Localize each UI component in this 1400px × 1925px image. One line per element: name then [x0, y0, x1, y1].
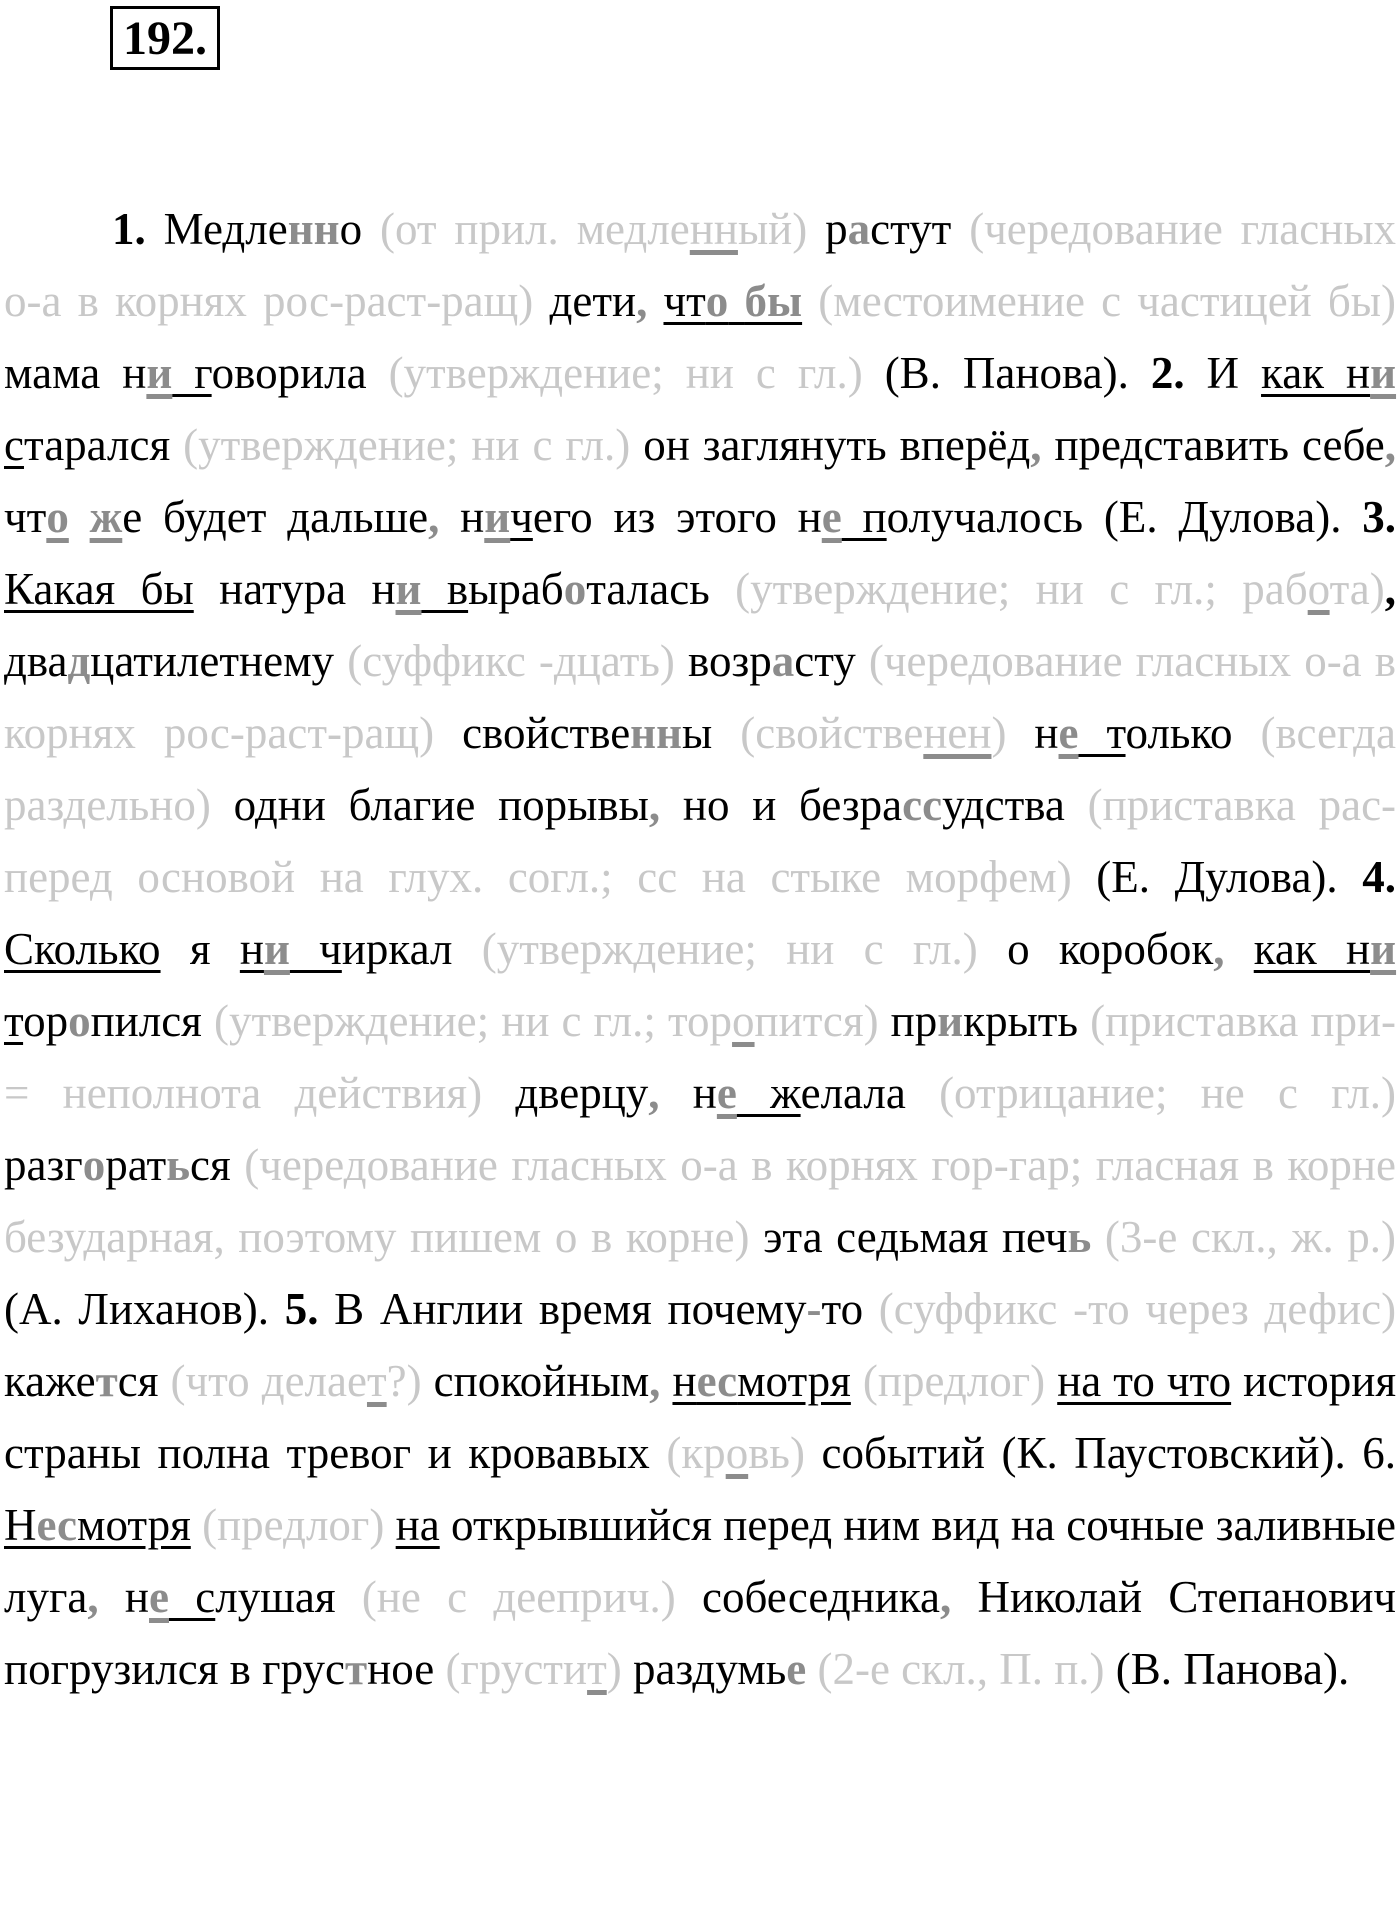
word: не только — [1034, 708, 1233, 758]
comment: (утверждение; ни с гл.; работа) — [735, 564, 1385, 614]
sentence-3 — [4, 492, 1396, 902]
word-underlined: Какая бы — [4, 564, 194, 614]
punctuation: , — [648, 780, 661, 830]
word: одни благие порывы — [233, 780, 649, 830]
word: дети — [549, 276, 637, 326]
word: ни говорила — [122, 348, 367, 398]
word: спокойным — [433, 1356, 650, 1406]
exercise-number: 192. — [110, 6, 220, 70]
author: (В. Панова). — [884, 348, 1129, 398]
comment: (приставка при- = неполнота действия) — [4, 996, 1397, 1118]
word: история страны полна тревог и кровавых — [4, 1356, 1397, 1478]
comment: (от прил. медленный) — [379, 204, 808, 254]
word: кажется — [4, 1356, 159, 1406]
author: (Е. Дулова). — [1096, 852, 1338, 902]
author: (А. Лиханов). — [4, 1284, 269, 1334]
word: собеседника — [702, 1572, 941, 1622]
comment: (предлог) — [202, 1500, 385, 1550]
word: растут — [825, 204, 952, 254]
comment: (утверждение; ни с гл.) — [388, 348, 863, 398]
word: он заглянуть вперёд — [643, 420, 1031, 470]
punctuation: , — [1213, 924, 1225, 974]
comment: (утверждение; ни с гл.) — [183, 420, 631, 470]
word: событий — [821, 1428, 985, 1478]
word: эта седьмая печь — [763, 1212, 1092, 1262]
comment: (3-е скл., ж. р.) — [1104, 1212, 1397, 1262]
word-underlined: Несмотря — [4, 1500, 191, 1550]
word: мама — [4, 348, 101, 398]
word-underlined: на — [395, 1500, 440, 1550]
author: (В. Панова). — [1115, 1644, 1350, 1694]
punctuation: , — [636, 276, 648, 326]
word: возрасту — [688, 636, 856, 686]
comment: (утверждение; ни с гл.) — [481, 924, 978, 974]
sentence-number: 3. — [1362, 492, 1397, 542]
punctuation: , — [428, 492, 440, 542]
word: о коробок — [1007, 924, 1214, 974]
comment: (суффикс -то через дефис) — [878, 1284, 1397, 1334]
word-underlined: несмотря — [672, 1356, 851, 1406]
word: свойственны — [462, 708, 713, 758]
sentence-number: 2. — [1150, 348, 1185, 398]
sentence-number: 1. — [112, 204, 146, 254]
word-underlined: как ни торопился — [4, 924, 1397, 1046]
word: открывшийся перед ним вид на сочные заливные луга — [4, 1500, 1397, 1622]
word: двадцатилетнему — [4, 636, 335, 686]
word: Медленно — [163, 204, 363, 254]
comment: (приставка рас- перед основой на глух. согл.; сс на стыке морфем) — [4, 780, 1397, 902]
comment: (суффикс -дцать) — [347, 636, 675, 686]
punctuation: , — [648, 1068, 660, 1118]
comment: (что делает?) — [170, 1356, 422, 1406]
word-underlined: Сколько — [4, 924, 161, 974]
word: ни выработалась — [371, 564, 710, 614]
comment: (чередование гласных о-а в корнях рос-раст-ращ) — [4, 204, 1397, 326]
word: не желала — [692, 1068, 906, 1118]
word: Николай Степанович погрузился в грустное — [4, 1572, 1397, 1694]
comment: (утверждение; ни с гл.; торопится) — [213, 996, 879, 1046]
word-underlined: что бы — [663, 276, 803, 326]
punctuation: , — [1384, 420, 1396, 470]
word: дверцу — [515, 1068, 649, 1118]
comment: (свойственен) — [740, 708, 1007, 758]
word: ничего из этого — [460, 492, 777, 542]
word: прикрыть — [890, 996, 1078, 1046]
sentence-number: 4. — [1362, 852, 1396, 902]
comment: (всегда раздельно) — [4, 708, 1397, 830]
word: что же будет дальше — [4, 492, 429, 542]
word: не слушая — [124, 1572, 336, 1622]
punctuation: , — [87, 1572, 99, 1622]
word: но и — [682, 780, 777, 830]
word: ни чиркал — [239, 924, 453, 974]
word: представить себе — [1054, 420, 1385, 470]
word: я — [189, 924, 211, 974]
comment: (чередование гласных о-а в корнях гор-гар; гласная в корне безударная, поэтому пишем о в корне) — [4, 1140, 1396, 1262]
exercise-text — [4, 193, 1396, 1705]
comment: (отрицание; не с гл.) — [939, 1068, 1397, 1118]
sentence-4 — [4, 852, 1396, 1334]
word: И — [1206, 348, 1240, 398]
punctuation: , — [940, 1572, 952, 1622]
sentence-number: 6. — [1362, 1428, 1397, 1478]
word: безрассудства — [799, 780, 1065, 830]
comment: (чередование гласных о-а в корнях рос-раст-ращ) — [4, 636, 1397, 758]
comment: (грустит) — [445, 1644, 622, 1694]
word: раздумье — [632, 1644, 807, 1694]
punctuation: , — [1030, 420, 1042, 470]
comment: (предлог) — [862, 1356, 1046, 1406]
punctuation: , — [649, 1356, 661, 1406]
author: (Е. Дулова). — [1103, 492, 1342, 542]
punctuation: , — [1384, 564, 1397, 614]
sentence-number: 5. — [284, 1284, 319, 1334]
comment: (не с дееприч.) — [361, 1572, 676, 1622]
comment: (местоимение с частицей бы) — [818, 276, 1397, 326]
word: В Англии время почему-то — [334, 1284, 864, 1334]
word-underlined: как ни старался — [4, 348, 1397, 470]
word-underlined: на то что — [1057, 1356, 1232, 1406]
word: не получалось — [797, 492, 1084, 542]
word: разгораться — [4, 1140, 231, 1190]
comment: (2-е скл., П. п.) — [817, 1644, 1105, 1694]
word: натура — [219, 564, 347, 614]
comment: (кровь) — [666, 1428, 805, 1478]
author: (К. Паустовский). — [1001, 1428, 1346, 1478]
